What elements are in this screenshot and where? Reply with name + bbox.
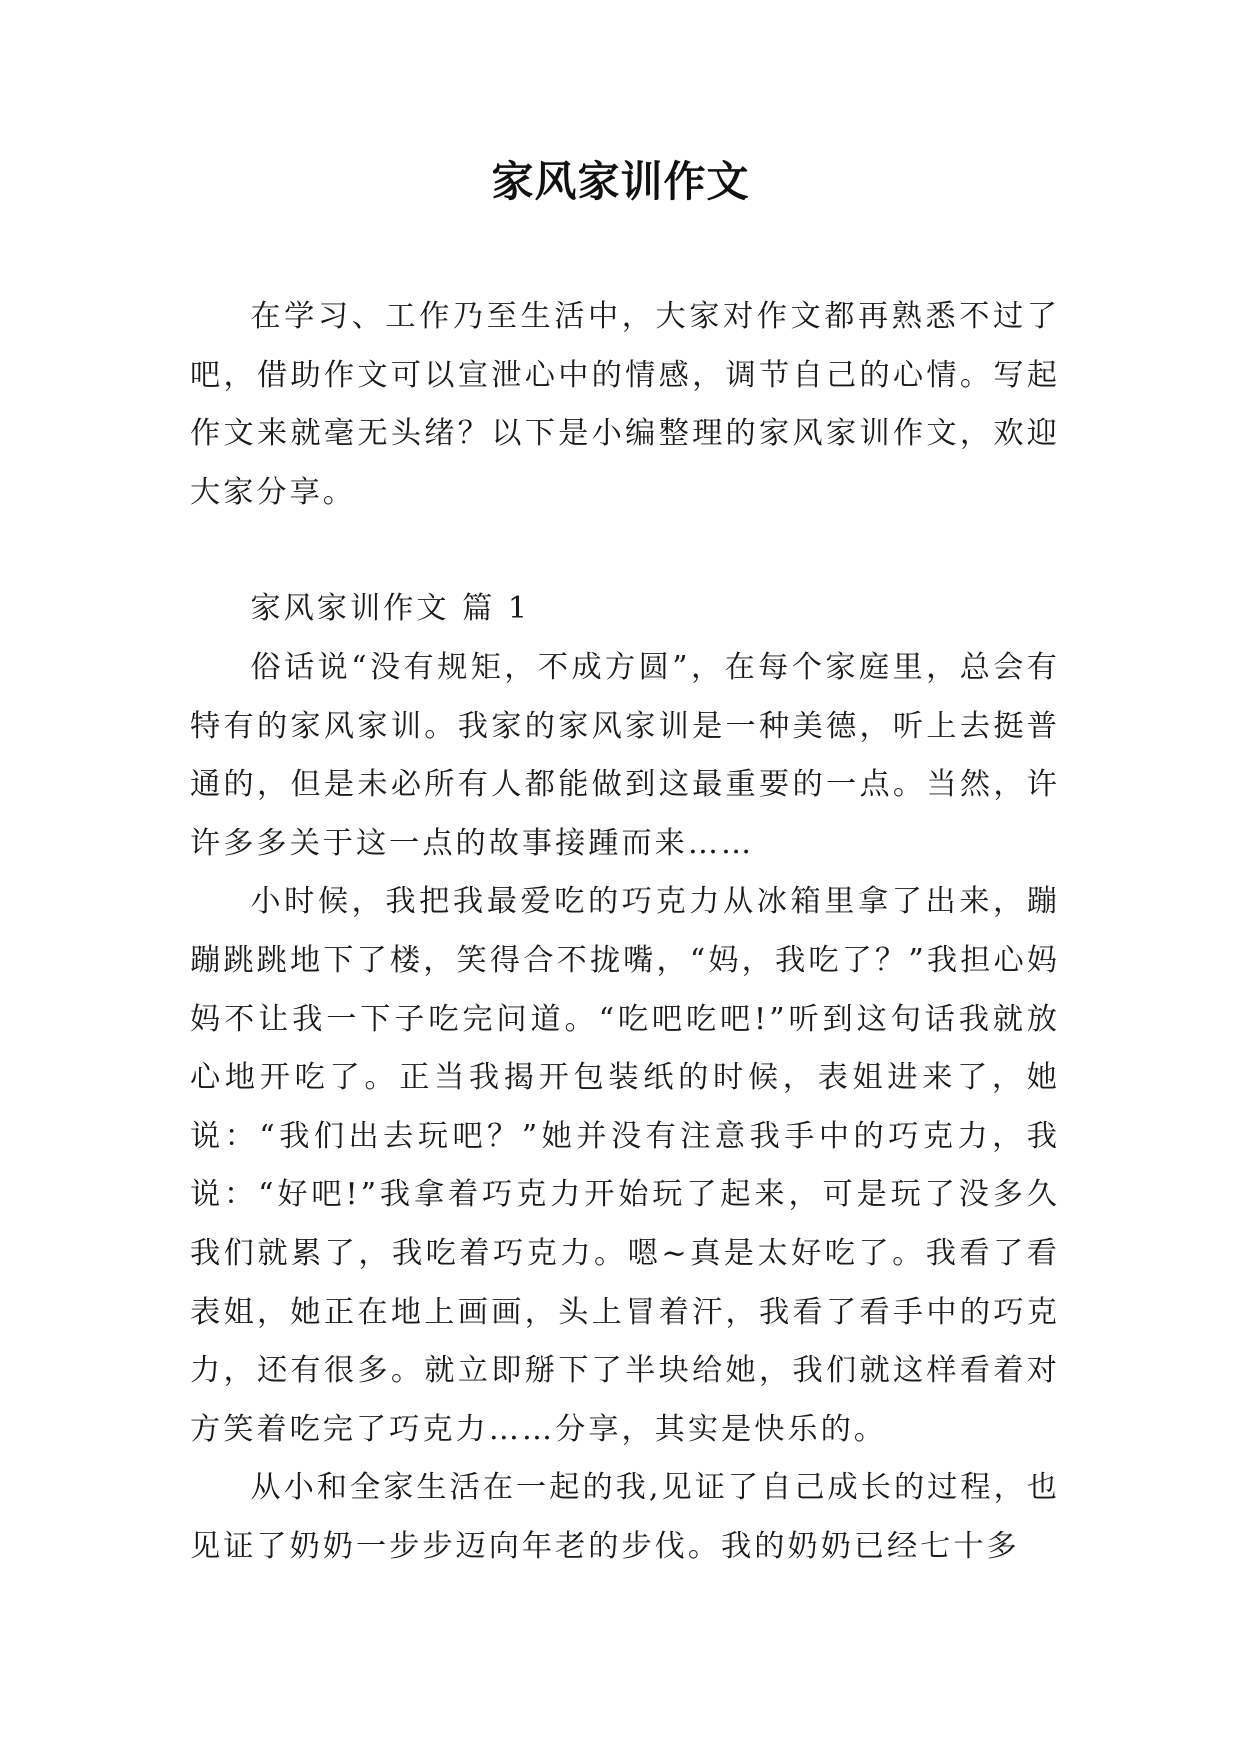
document-title: 家风家训作文 (491, 157, 750, 206)
body-paragraph-3: 从小和全家生活在一起的我,见证了自己成长的过程，也见证了奶奶一步步迈向年老的步伐。我的奶奶已经七十多 (190, 1470, 1060, 1564)
body-paragraph-1: 俗话说“没有规矩，不成方圆”，在每个家庭里，总会有特有的家风家训。我家的家风家训是一种美德，听上去挺普通的，但是未必所有人都能做到这最重要的一点。当然，许许多多关于这一点的故事接踵而来…… (190, 649, 1060, 861)
document-body (190, 288, 1060, 1576)
section-heading: 家风家训作文 篇 1 (250, 591, 531, 627)
intro-paragraph: 在学习、工作乃至生活中，大家对作文都再熟悉不过了吧，借助作文可以宣泄心中的情感，调节自己的心情。写起作文来就毫无头绪？以下是小编整理的家风家训作文，欢迎大家分享。 (190, 299, 1060, 510)
body-paragraph-2: 小时候，我把我最爱吃的巧克力从冰箱里拿了出来，蹦蹦跳跳地下了楼，笑得合不拢嘴，“妈，我吃了？”我担心妈妈不让我一下子吃完问道。“吃吧吃吧!”听到这句话我就放心地开吃了。正当我揭开包装纸的时候，表姐进来了，她说：“我们出去玩吧？”她并没有注意我手中的巧克力，我说：“好吧!”我拿着巧克力开始玩了起来，可是玩了没多久我们就累了，我吃着巧克力。嗯~真是太好吃了。我看了看表姐，她正在地上画画，头上冒着汗，我看了看手中的巧克力，还有很多。就立即掰下了半块给她，我们就这样看着对方笑着吃完了巧克力……分享，其实是快乐的。 (190, 884, 1060, 1447)
